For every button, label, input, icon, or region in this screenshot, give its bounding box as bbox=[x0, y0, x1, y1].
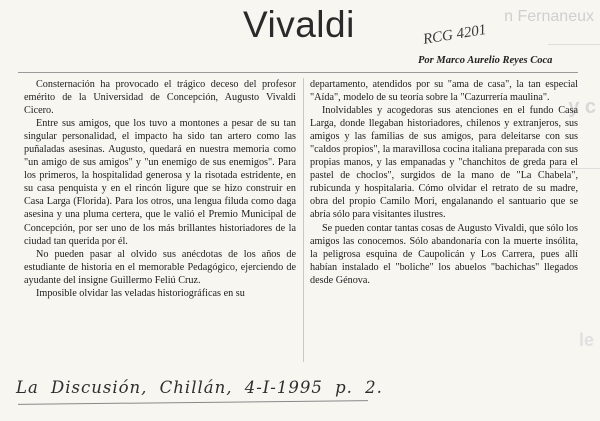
bleed-through-text-top: n Fernaneux bbox=[504, 8, 594, 25]
paragraph: Inolvidables y acogedoras sus atenciones en el fundo Casa Larga, donde llegaban historiadores, chilenos y extranjeros, sus amigos y las familias de sus amigos, para deleitarse con sus "caldos propios", la maravillosa cocina italiana preparada con sus propias manos, y las empanadas y "chanchitos de greda para el pastel de choclos", surgidos de la mano de "La Chabela", rubicunda y hospitalaria. Cómo olvidar el retrato de su madre, obra del propio Camilo Mori, engalanando el santuario que se abría sólo para visitantes ilustres. bbox=[310, 105, 578, 221]
paragraph: Entre sus amigos, que los tuvo a montones a pesar de su tan singular personalidad, el impacto ha sido tan artero como las puñaladas asesinas. Augusto, quedará en nuestra memoria como "un amigo de sus amigos" y "un enemigo de sus enemigos". Para los primeros, la hospitalidad generosa y la risotada estridente, en su casa penquista y en el rincón ligure que se hizo construir en Casa Larga (Florida). Para los otros, una lengua filuda como daga asesina y una pluma certera, que le valió el Premio Municipal de Concepción, por ser uno de los más brillantes historiadores de la ciudad tan querida por él. bbox=[24, 118, 296, 247]
bleed-through-rule bbox=[548, 44, 600, 45]
handwritten-catalog-reference: RCG 4201 bbox=[422, 22, 488, 48]
handwritten-source-note: La Discusión, Chillán, 4-I-1995 p. 2. bbox=[16, 378, 383, 397]
header-rule bbox=[18, 72, 578, 73]
paragraph: Consternación ha provocado el trágico deceso del profesor emérito de la Universidad de Concepción, Augusto Vivaldi Cicero. bbox=[24, 79, 296, 117]
article-column-left bbox=[24, 78, 296, 300]
article-byline: Por Marco Aurelio Reyes Coca bbox=[418, 55, 553, 66]
paragraph: departamento, atendidos por su "ama de casa", la tan especial "Aída", modelo de su teoría sobre la "Cazurrería maulina". bbox=[310, 79, 578, 104]
bleed-through-text-mid: y c bbox=[568, 96, 596, 118]
paragraph: Se pueden contar tantas cosas de Augusto Vivaldi, que sólo los amigos las conocemos. Sólo abandonaría con la muerte insólita, la peligrosa esquina de Caupolicán y Los Carrera, pues allí habían instalado el "boliche" los abuelos "bachichas" llegados desde Génova. bbox=[310, 222, 578, 286]
paragraph: No pueden pasar al olvido sus anécdotas de los años de estudiante de historia en el memorable Pedagógico, ejerciendo de ayudante del insigne Guillermo Feliú Cruz. bbox=[24, 248, 296, 286]
paragraph: Imposible olvidar las veladas historiográficas en su bbox=[36, 287, 245, 299]
column-divider bbox=[303, 78, 304, 362]
bleed-through-text-bottom: le bbox=[578, 330, 594, 350]
article-column-right bbox=[310, 78, 578, 287]
article-title: Vivaldi bbox=[243, 4, 355, 45]
